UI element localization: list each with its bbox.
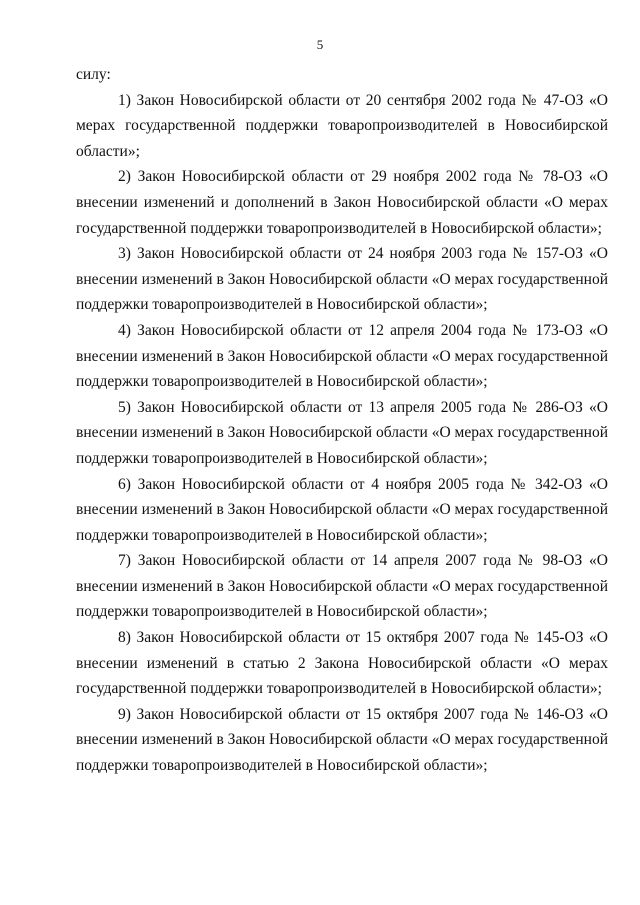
list-item: 6) Закон Новосибирской области от 4 ноября 2005 года № 342-ОЗ «О внесении изменений в Закон Новосибирской области «О мерах государственной поддержки товаропроизводителей в Новосибирской области»; <box>76 475 608 544</box>
page-number: 5 <box>316 37 324 52</box>
list-item: 1) Закон Новосибирской области от 20 сентября 2002 года № 47-ОЗ «О мерах государственной поддержки товаропроизводителей в Новосибирской области»; <box>76 91 608 160</box>
document-body <box>76 62 608 779</box>
intro-text: силу: <box>76 66 111 83</box>
list-item: 7) Закон Новосибирской области от 14 апреля 2007 года № 98-ОЗ «О внесении изменений в Закон Новосибирской области «О мерах государственной поддержки товаропроизводителей в Новосибирской области»; <box>76 552 608 621</box>
list-item: 2) Закон Новосибирской области от 29 ноября 2002 года № 78-ОЗ «О внесении изменений и дополнений в Закон Новосибирской области «О мерах государственной поддержки товаропроизводителей в Новосибирской области»; <box>76 168 608 237</box>
list-item: 5) Закон Новосибирской области от 13 апреля 2005 года № 286-ОЗ «О внесении изменений в Закон Новосибирской области «О мерах государственной поддержки товаропроизводителей в Новосибирской области»; <box>76 398 608 467</box>
list-item: 4) Закон Новосибирской области от 12 апреля 2004 года № 173-ОЗ «О внесении изменений в Закон Новосибирской области «О мерах государственной поддержки товаропроизводителей в Новосибирской области»; <box>76 321 608 391</box>
list-item: 9) Закон Новосибирской области от 15 октября 2007 года № 146-ОЗ «О внесении изменений в Закон Новосибирской области «О мерах государственной поддержки товаропроизводителей в Новосибирской области»; <box>76 705 608 775</box>
list-item: 3) Закон Новосибирской области от 24 ноября 2003 года № 157-ОЗ «О внесении изменений в Закон Новосибирской области «О мерах государственной поддержки товаропроизводителей в Новосибирской области»; <box>76 245 608 314</box>
list-item: 8) Закон Новосибирской области от 15 октября 2007 года № 145-ОЗ «О внесении изменений в статью 2 Закона Новосибирской области «О мерах государственной поддержки товаропроизводителей в Новосибирской области»; <box>76 629 608 698</box>
